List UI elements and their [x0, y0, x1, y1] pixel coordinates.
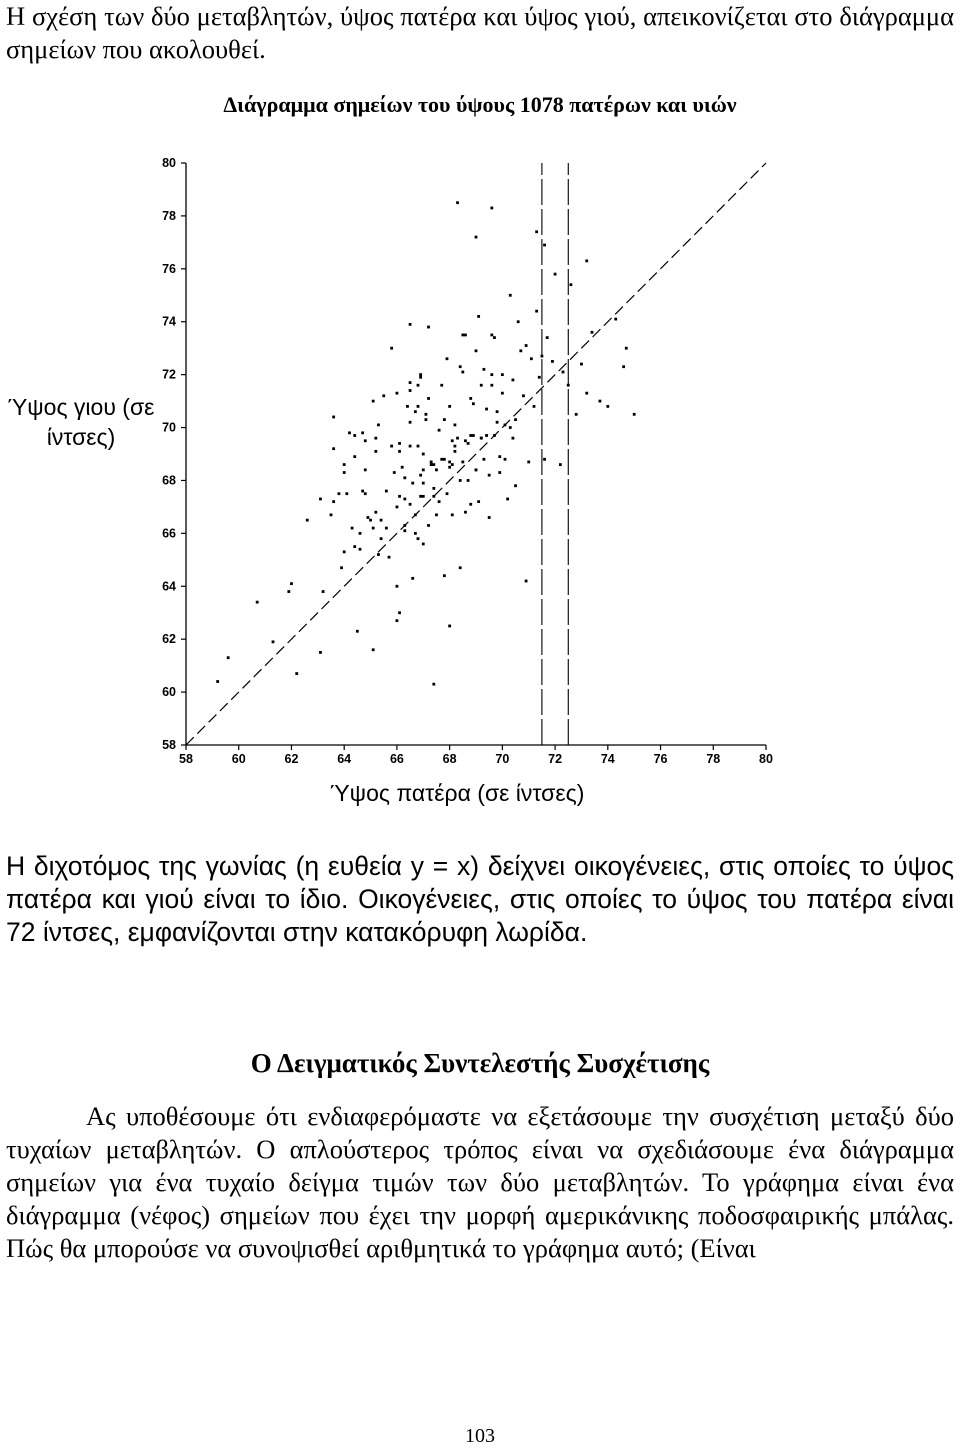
data-point [469, 503, 472, 506]
data-point [364, 468, 367, 471]
data-point [480, 437, 483, 440]
data-point [396, 619, 399, 622]
data-point [459, 365, 462, 368]
data-point [406, 405, 409, 408]
data-point [580, 363, 583, 366]
data-point [372, 527, 375, 530]
section-title: Ο Δειγματικός Συντελεστής Συσχέτισης [250, 1048, 710, 1078]
data-point [359, 532, 362, 535]
data-point [411, 482, 414, 485]
data-point [533, 405, 536, 408]
data-point [377, 424, 380, 427]
data-point [490, 207, 493, 210]
data-point [419, 474, 422, 477]
data-point [425, 413, 428, 416]
data-point [417, 384, 420, 387]
data-point [290, 582, 293, 585]
data-point [372, 400, 375, 403]
data-point [332, 447, 335, 450]
data-point [398, 450, 401, 453]
data-point [435, 513, 438, 516]
data-point [398, 611, 401, 614]
x-tick-label: 64 [337, 752, 352, 766]
data-point [446, 492, 449, 495]
x-tick-label: 76 [653, 752, 668, 766]
x-axis-label: Ύψος πατέρα (σε ίντσες) [330, 780, 585, 806]
data-point [477, 500, 480, 503]
data-point [501, 392, 504, 395]
x-tick-label: 66 [389, 752, 404, 766]
data-point [417, 445, 420, 448]
data-point [272, 640, 275, 643]
data-point [461, 334, 464, 337]
data-point [411, 577, 414, 580]
data-point [448, 625, 451, 628]
data-point [419, 495, 422, 498]
data-point [374, 450, 377, 453]
x-tick-label: 60 [231, 752, 246, 766]
data-point [364, 439, 367, 442]
data-point [417, 405, 420, 408]
data-point [227, 656, 230, 659]
data-point [443, 418, 446, 421]
data-point [343, 463, 346, 466]
y-tick-label: 76 [162, 261, 176, 276]
data-point [599, 400, 602, 403]
data-point [427, 397, 430, 400]
data-point [438, 429, 441, 432]
y-tick-label: 74 [162, 314, 176, 329]
data-point [509, 426, 512, 429]
data-point [551, 360, 554, 363]
data-point [330, 513, 333, 516]
data-point [535, 310, 538, 313]
data-point [438, 500, 441, 503]
page-number: 103 [465, 1425, 495, 1447]
data-point [287, 590, 290, 593]
data-point [514, 418, 517, 421]
data-point [575, 413, 578, 416]
data-point [403, 476, 406, 479]
data-point [519, 349, 522, 352]
data-point [606, 405, 609, 408]
data-point [461, 371, 464, 374]
data-point [517, 320, 520, 323]
data-point [570, 283, 573, 286]
data-point [414, 532, 417, 535]
data-point [506, 498, 509, 501]
data-point [541, 355, 544, 358]
data-point [562, 371, 565, 374]
data-point [319, 498, 322, 501]
data-point [409, 389, 412, 392]
y-axis-label: Ύψος γιου (σε ίντσες) [7, 394, 155, 450]
data-point [504, 424, 507, 427]
data-point [448, 405, 451, 408]
data-point [464, 334, 467, 337]
data-point [403, 529, 406, 532]
data-point [477, 315, 480, 318]
data-point [490, 373, 493, 376]
data-point [361, 490, 364, 493]
data-point [485, 434, 488, 437]
data-point [388, 556, 391, 559]
data-point [409, 503, 412, 506]
y-tick-label: 78 [162, 208, 176, 223]
data-point [396, 506, 399, 509]
y-tick-label: 66 [162, 526, 176, 541]
data-point [451, 513, 454, 516]
data-point [483, 458, 486, 461]
data-point [409, 445, 412, 448]
data-point [353, 434, 356, 437]
data-point [427, 326, 430, 329]
data-point [625, 347, 628, 350]
data-point [585, 392, 588, 395]
data-point [414, 410, 417, 413]
data-point [417, 537, 420, 540]
data-point [343, 550, 346, 553]
data-point [216, 680, 219, 683]
y-tick-label: 68 [162, 473, 176, 488]
data-point [493, 336, 496, 339]
data-point [353, 545, 356, 548]
data-point [538, 376, 541, 379]
data-point [498, 471, 501, 474]
y-tick-label: 62 [162, 632, 176, 647]
data-point [409, 421, 412, 424]
data-point [422, 495, 425, 498]
data-point [393, 471, 396, 474]
data-point [559, 463, 562, 466]
data-point [319, 651, 322, 654]
data-point [430, 463, 433, 466]
data-point [591, 331, 594, 334]
data-point [525, 580, 528, 583]
data-point [380, 537, 383, 540]
data-point [509, 294, 512, 297]
data-point [535, 230, 538, 233]
x-tick-label: 74 [600, 752, 615, 766]
data-point [496, 421, 499, 424]
data-point [469, 397, 472, 400]
y-tick-label: 70 [162, 420, 176, 435]
data-point [475, 349, 478, 352]
data-point [485, 408, 488, 411]
x-tick-label: 70 [495, 752, 510, 766]
identity-line [186, 163, 766, 745]
data-point [448, 466, 451, 469]
data-point [340, 566, 343, 569]
data-point [530, 357, 533, 360]
data-point [385, 490, 388, 493]
data-point [633, 413, 636, 416]
data-point [614, 318, 617, 321]
y-tick-label: 58 [162, 738, 176, 752]
data-point [448, 461, 451, 464]
data-point [380, 519, 383, 522]
data-point [295, 672, 298, 675]
data-point [398, 495, 401, 498]
data-point [409, 381, 412, 384]
data-point [422, 482, 425, 485]
data-point [403, 498, 406, 501]
y-tick-label: 60 [162, 685, 176, 700]
data-point [440, 458, 443, 461]
data-point [432, 463, 435, 466]
data-point [440, 384, 443, 387]
x-tick-label: 58 [179, 752, 193, 766]
scatter-chart [0, 130, 960, 780]
data-point [464, 439, 467, 442]
data-point [472, 434, 475, 437]
data-point [377, 553, 380, 556]
x-tick-label: 80 [759, 752, 773, 766]
data-point [372, 648, 375, 651]
data-point [527, 461, 530, 464]
chart-caption: Η διχοτόμος της γωνίας (η ευθεία y = x) δείχνει οικογένειες, στις οποίες το ύψος πατέρα και γιού είναι το ίδιο. Οικογένειες, στις οποίες το ύψος του πατέρα είναι 72 ίντσες, εμφανίζονται στην κατακόρυφη λωρίδα. [6, 851, 954, 947]
data-point [332, 500, 335, 503]
data-point [422, 453, 425, 456]
data-point [483, 368, 486, 371]
data-point [367, 516, 370, 519]
data-point [419, 373, 422, 376]
data-point [351, 527, 354, 530]
data-point [396, 585, 399, 588]
data-point [522, 394, 525, 397]
data-point [475, 468, 478, 471]
y-tick-label: 72 [162, 367, 176, 382]
data-point [493, 434, 496, 437]
data-point [403, 524, 406, 527]
data-point [390, 445, 393, 448]
data-point [356, 630, 359, 633]
data-point [435, 468, 438, 471]
x-tick-label: 72 [548, 752, 563, 766]
data-point [390, 347, 393, 350]
data-point [475, 236, 478, 239]
chart-reference-lines [186, 163, 766, 745]
data-point [464, 511, 467, 514]
data-point [343, 471, 346, 474]
data-point [543, 458, 546, 461]
data-point [567, 384, 570, 387]
data-point [622, 365, 625, 368]
y-tick-label: 64 [162, 579, 176, 594]
data-point [543, 244, 546, 247]
data-point [472, 402, 475, 405]
data-point [401, 466, 404, 469]
data-point [430, 461, 433, 464]
data-point [514, 484, 517, 487]
data-point [554, 273, 557, 276]
data-point [353, 455, 356, 458]
data-point [454, 445, 457, 448]
data-point [432, 683, 435, 686]
data-point [432, 495, 435, 498]
data-point [385, 527, 388, 530]
data-point [461, 461, 464, 464]
data-point [451, 463, 454, 466]
data-point [504, 458, 507, 461]
data-point [456, 201, 459, 204]
data-point [480, 384, 483, 387]
data-point [446, 357, 449, 360]
data-point [512, 437, 515, 440]
data-point [443, 574, 446, 577]
body-paragraph: Ας υποθέσουμε ότι ενδιαφερόμαστε να εξετάσουμε την συσχέτιση μεταξύ δύο τυχαίων μεταβλητών. Ο απλούστερος τρόπος είναι να σχεδιάσουμε ένα διάγραμμα σημείων για ένα τυχαίο δείγμα τιμών των δύο μεταβλητών. Το γράφημα είναι ένα διάγραμμα (νέφος) σημείων που έχει την μορφή αμερικάνικης ποδοσφαιρικής μπάλας. Πώς θα μπορούσε να συνοψισθεί αριθμητικά το γράφημα αυτό; (Είναι [6, 1101, 954, 1263]
y-tick-label: 80 [162, 156, 176, 170]
data-point [488, 474, 491, 477]
data-point [546, 336, 549, 339]
data-point [322, 590, 325, 593]
data-point [498, 455, 501, 458]
data-point [467, 479, 470, 482]
data-point [459, 566, 462, 569]
data-point [525, 344, 528, 347]
data-point [427, 524, 430, 527]
data-point [382, 394, 385, 397]
data-point [443, 458, 446, 461]
data-point [419, 376, 422, 379]
data-point [256, 601, 259, 604]
data-point [512, 379, 515, 382]
data-point [467, 442, 470, 445]
chart-ticks [162, 156, 773, 766]
x-tick-label: 62 [284, 752, 299, 766]
data-point [456, 437, 459, 440]
data-point [422, 543, 425, 546]
data-point [469, 434, 472, 437]
data-point [414, 513, 417, 516]
chart-points [216, 201, 635, 685]
data-point [332, 416, 335, 419]
data-point [409, 323, 412, 326]
data-point [359, 548, 362, 551]
data-point [496, 410, 499, 413]
data-point [451, 439, 454, 442]
data-point [396, 392, 399, 395]
data-point [425, 418, 428, 421]
data-point [490, 384, 493, 387]
data-point [422, 468, 425, 471]
data-point [432, 487, 435, 490]
x-tick-label: 68 [442, 752, 457, 766]
data-point [369, 519, 372, 522]
data-point [585, 259, 588, 262]
data-point [398, 442, 401, 445]
data-point [490, 334, 493, 337]
data-point [454, 424, 457, 427]
data-point [345, 492, 348, 495]
data-point [454, 450, 457, 453]
data-point [364, 492, 367, 495]
data-point [459, 479, 462, 482]
data-point [361, 431, 364, 434]
data-point [338, 492, 341, 495]
data-point [348, 431, 351, 434]
chart-title: Διάγραμμα σημείων του ύψους 1078 πατέρων και υιών [223, 92, 737, 117]
intro-paragraph: Η σχέση των δύο μεταβλητών, ύψος πατέρα και ύψος γιού, απεικονίζεται στο διάγραμμα σημείων που ακολουθεί. [6, 1, 954, 64]
data-point [488, 516, 491, 519]
data-point [374, 511, 377, 514]
data-point [306, 519, 309, 522]
data-point [501, 373, 504, 376]
data-point [374, 437, 377, 440]
x-tick-label: 78 [706, 752, 721, 766]
